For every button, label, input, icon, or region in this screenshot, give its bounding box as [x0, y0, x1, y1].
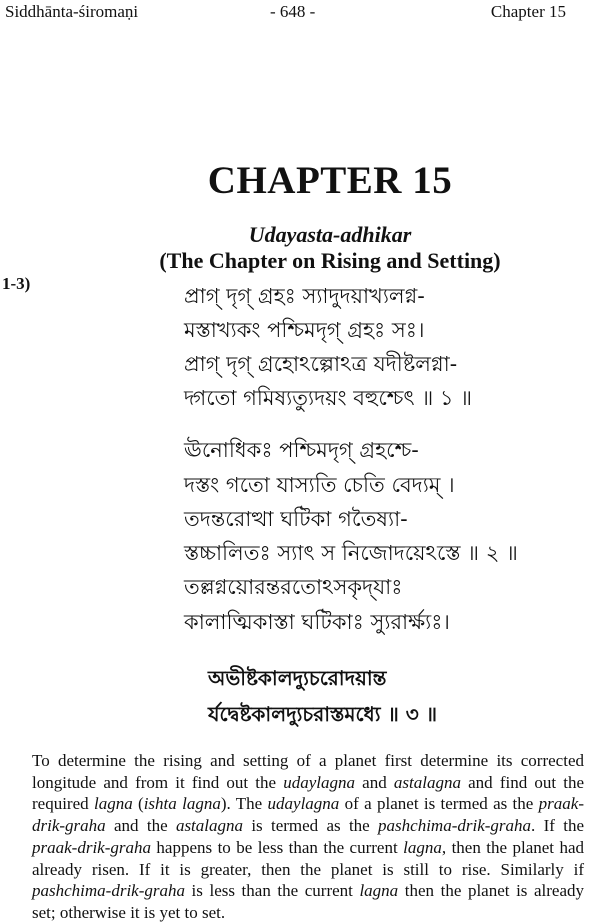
chapter-label: Chapter 15 [490, 2, 566, 21]
chapter-translation: (The Chapter on Rising and Setting) [159, 248, 501, 273]
verse-line: দস্তং গতো যাস্যতি চেতি বেদ্যম্ । [184, 473, 455, 497]
verse-number: 1-3) [2, 274, 31, 293]
verse-line: তদন্তরোত্থা ঘটিকা গতৈষ্যা- [184, 507, 408, 531]
running-head [0, 0, 600, 26]
verse-line: কালাত্মিকাস্তা ঘটিকাঃ স্যুরার্ক্ষ্যঃ। [184, 610, 450, 634]
page-number: - 648 - [270, 2, 316, 21]
verse-line: দ্গতো গমিষ্যত্যুদয়ং বহুশ্চেৎ ॥ ১ ॥ [184, 386, 473, 410]
verse-line: মস্তাখ্যকং পশ্চিমদৃগ্ গ্রহঃ সঃ। [184, 318, 425, 342]
chapter-title: CHAPTER 15 [207, 159, 453, 202]
verse-line: অভীষ্টকালদ্যুচরোদয়ান্ত [208, 666, 387, 690]
verse-line: প্রাগ্ দৃগ্ গ্রহঃ স্যাদুদয়াখ্যলগ্ন- [184, 284, 425, 308]
verse-line: প্রাগ্ দৃগ্ গ্রহোঽল্পোঽত্র যদীষ্টলগ্না- [184, 352, 458, 376]
chapter-subtitle: Udayasta-adhikar [248, 222, 412, 247]
verse-line: ঊনোধিকঃ পশ্চিমদৃগ্ গ্রহশ্চে- [184, 438, 419, 462]
verse-line: তল্লগ্নয়োরন্তরতোঽসকৃদ্‌যাঃ [184, 575, 403, 599]
commentary-paragraph: To determine the rising and setting of a planet first determine its corrected longitude and from it find out the udaylagna and astalagna and find out the required lagna (ishta lagna). The udaylagna of a planet is termed as the praak-drik-graha and the astalagna is termed as the pashchima-drik-graha. If the praak-drik-graha happens to be less than the current lagna, then the planet had already risen. If it is greater, then the planet is still to rise. Similarly if pashchima-drik-graha is less than the current lagna then the planet is already set; otherwise it is yet to set. [32, 751, 585, 922]
book-title: Siddhānta-śiromaṇi [5, 2, 139, 21]
verse-line: স্তচ্চালিতঃ স্যাৎ স নিজোদয়েঽস্তে ॥ ২ ॥ [184, 541, 518, 565]
verse-line: র্যদ্বেষ্টকালদ্যুচরাস্তমধ্যে ॥ ৩ ॥ [208, 702, 438, 726]
